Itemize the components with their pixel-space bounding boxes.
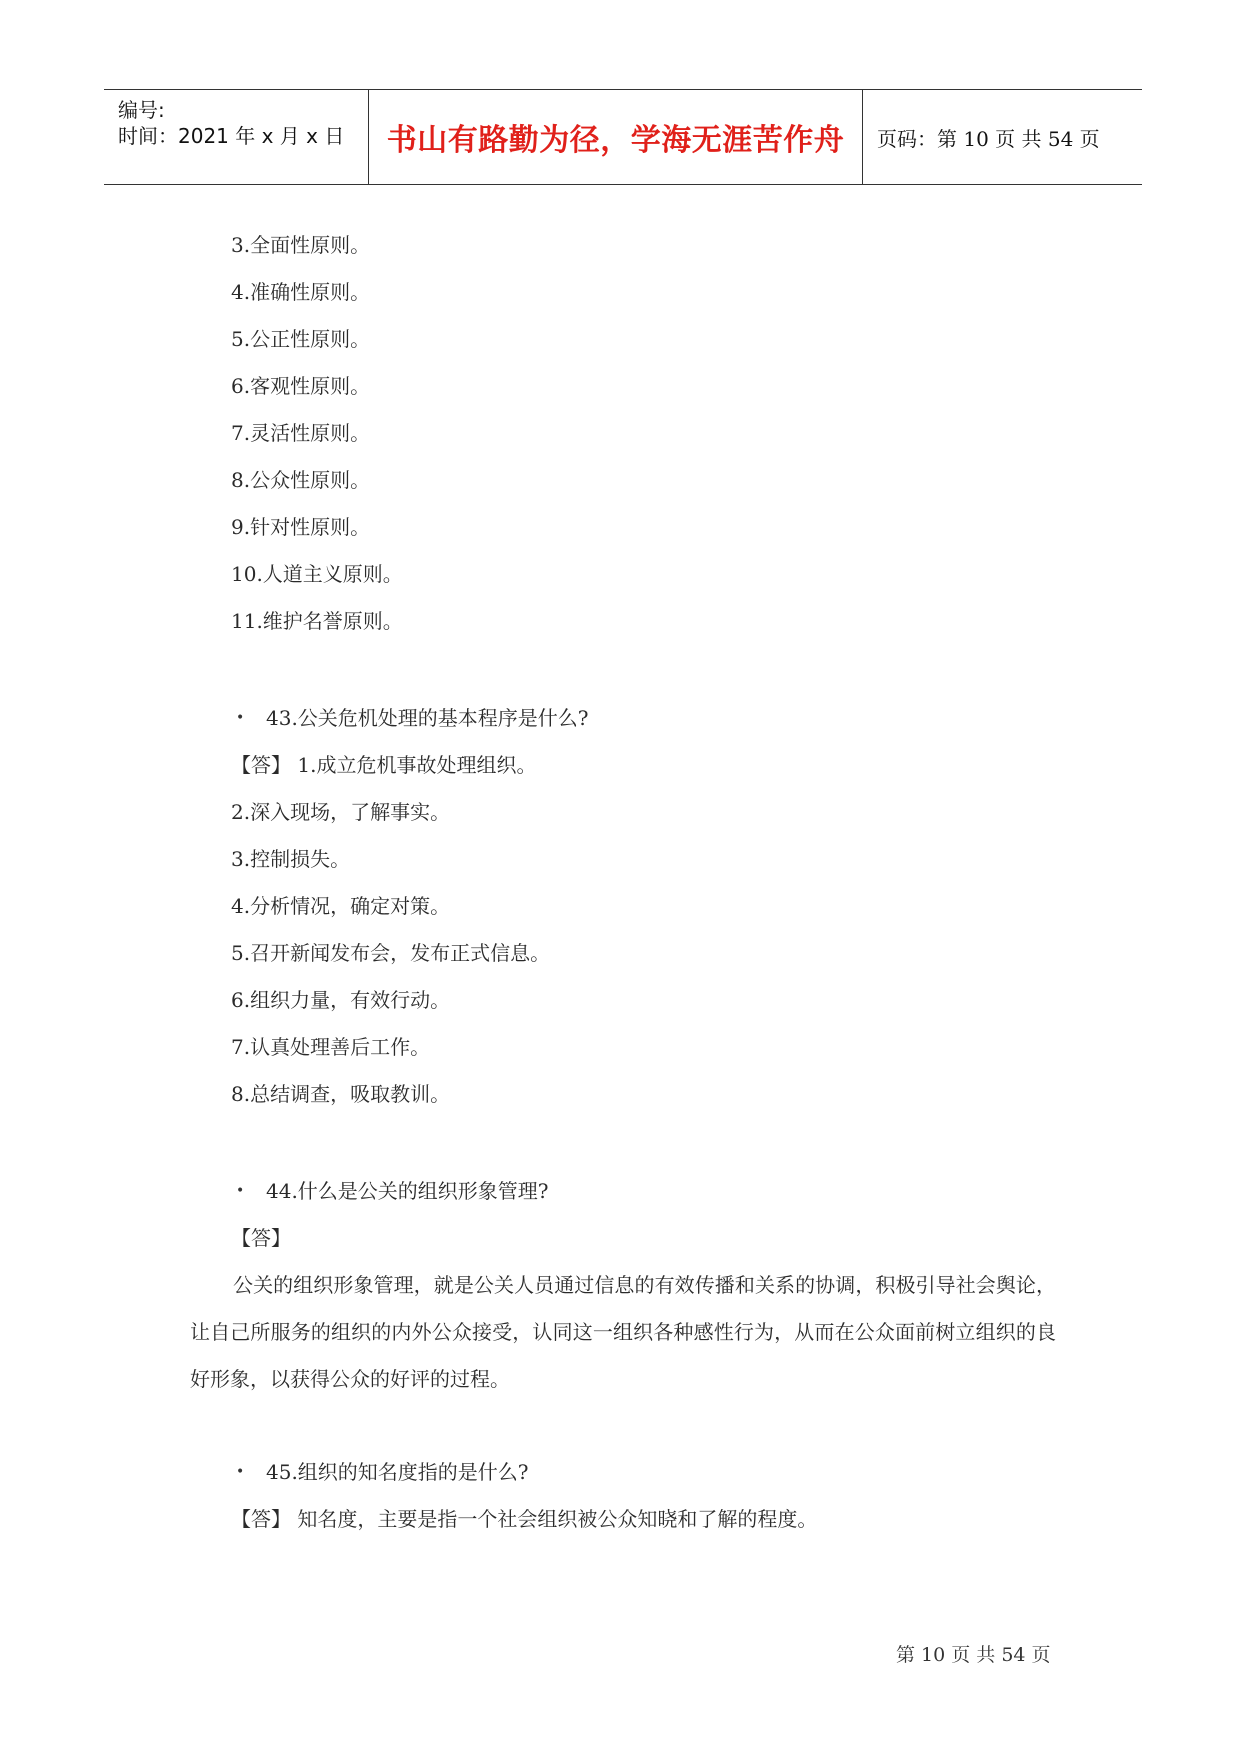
- answer-step: 6.组织力量，有效行动。: [231, 988, 451, 1012]
- answer-step: 3.控制损失。: [231, 847, 351, 871]
- answer-43-first: 【答】 1.成立危机事故处理组织。: [231, 753, 537, 777]
- principle-item: 5.公正性原则。: [231, 327, 371, 351]
- question-44: [236, 1175, 549, 1204]
- bullet-icon: •: [236, 1183, 245, 1199]
- principle-item: 9.针对性原则。: [231, 515, 371, 539]
- principle-item: 6.客观性原则。: [231, 374, 371, 398]
- page-footer: 第 10 页 共 54 页: [896, 1644, 1051, 1666]
- page-header: [104, 89, 1142, 185]
- question-45: [236, 1456, 529, 1485]
- principle-item: 4.准确性原则。: [231, 280, 371, 304]
- principle-item: 8.公众性原则。: [231, 468, 371, 492]
- answer-step: 5.召开新闻发布会，发布正式信息。: [231, 941, 551, 965]
- header-motto: 书山有路勤为径，学海无涯苦作舟: [369, 90, 863, 184]
- bullet-icon: •: [236, 710, 245, 726]
- answer-44-label: 【答】: [231, 1226, 291, 1250]
- question-text: 43.公关危机处理的基本程序是什么?: [266, 706, 589, 730]
- header-meta-cell: [104, 90, 369, 184]
- question-text: 45.组织的知名度指的是什么?: [266, 1460, 529, 1484]
- answer-step: 2.深入现场，了解事实。: [231, 800, 451, 824]
- answer-step: 8.总结调查，吸取教训。: [231, 1082, 451, 1106]
- answer-44-paragraph: 公关的组织形象管理，就是公关人员通过信息的有效传播和关系的协调，积极引导社会舆论，让自己所服务的组织的内外公众接受，认同这一组织各种感性行为，从而在公众面前树立组织的良好形象，以获得公众的好评的过程。: [190, 1273, 1056, 1391]
- document-time-label: 时间：2021 年 x 月 x 日: [118, 124, 345, 148]
- document-number-label: 编号:: [118, 98, 165, 122]
- question-text: 44.什么是公关的组织形象管理?: [266, 1179, 549, 1203]
- answer-45: 【答】 知名度，主要是指一个社会组织被公众知晓和了解的程度。: [231, 1507, 818, 1531]
- bullet-icon: •: [236, 1464, 245, 1480]
- principle-item: 10.人道主义原则。: [231, 562, 403, 586]
- principle-item: 11.维护名誉原则。: [231, 609, 403, 633]
- principle-item: 3.全面性原则。: [231, 233, 371, 257]
- answer-step: 4.分析情况，确定对策。: [231, 894, 451, 918]
- header-page-label: 页码：第 10 页 共 54 页: [877, 126, 1100, 151]
- question-43: [236, 702, 589, 731]
- principle-item: 7.灵活性原则。: [231, 421, 371, 445]
- answer-step: 7.认真处理善后工作。: [231, 1035, 431, 1059]
